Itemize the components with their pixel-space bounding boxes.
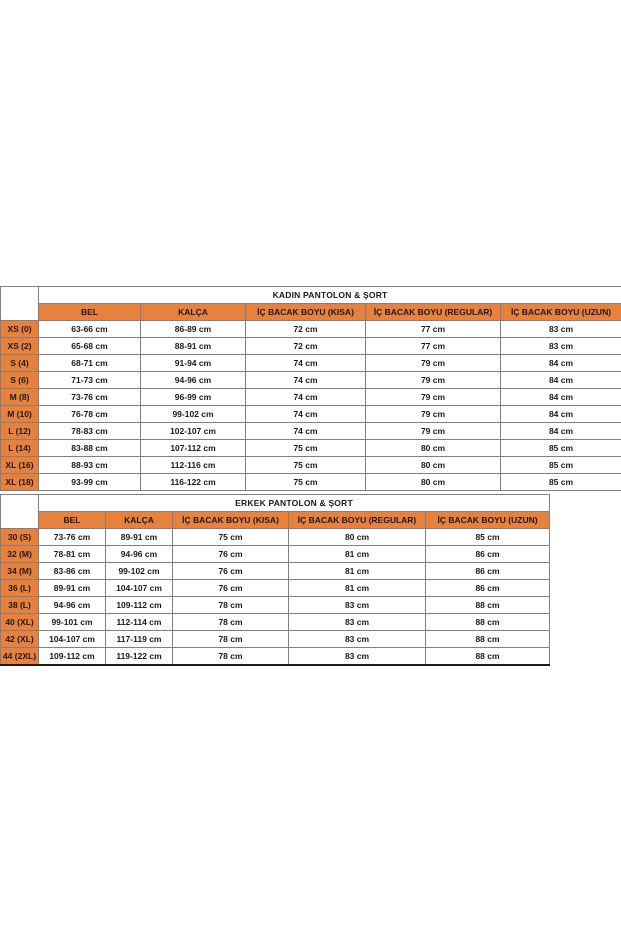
cell-bel: 73-76 cm [39, 389, 141, 406]
cell-inseam-long: 88 cm [426, 648, 550, 666]
cell-bel: 99-101 cm [39, 614, 106, 631]
cell-inseam-long: 85 cm [426, 529, 550, 546]
cell-bel: 68-71 cm [39, 355, 141, 372]
table-row [1, 355, 621, 372]
table-row [1, 546, 550, 563]
cell-inseam-regular: 81 cm [289, 563, 426, 580]
table-row [1, 440, 621, 457]
cell-bel: 78-81 cm [39, 546, 106, 563]
cell-inseam-short: 75 cm [173, 529, 289, 546]
size-label: XS (0) [1, 321, 39, 338]
column-header-inseam-long: İÇ BACAK BOYU (UZUN) [501, 304, 621, 321]
cell-inseam-short: 74 cm [246, 423, 366, 440]
table-row [1, 457, 621, 474]
cell-inseam-regular: 83 cm [289, 614, 426, 631]
cell-kalca: 102-107 cm [141, 423, 246, 440]
size-label: 42 (XL) [1, 631, 39, 648]
cell-inseam-regular: 79 cm [366, 389, 501, 406]
cell-inseam-regular: 83 cm [289, 631, 426, 648]
table-row [1, 338, 621, 355]
column-header-kalca: KALÇA [141, 304, 246, 321]
cell-kalca: 116-122 cm [141, 474, 246, 491]
table-row [1, 372, 621, 389]
cell-kalca: 119-122 cm [106, 648, 173, 666]
cell-inseam-regular: 79 cm [366, 423, 501, 440]
cell-inseam-long: 86 cm [426, 546, 550, 563]
size-label: 40 (XL) [1, 614, 39, 631]
column-header-inseam-short: İÇ BACAK BOYU (KISA) [246, 304, 366, 321]
cell-inseam-regular: 83 cm [289, 597, 426, 614]
cell-inseam-regular: 80 cm [366, 440, 501, 457]
size-label: 38 (L) [1, 597, 39, 614]
cell-kalca: 117-119 cm [106, 631, 173, 648]
size-label: XS (2) [1, 338, 39, 355]
cell-inseam-short: 75 cm [246, 457, 366, 474]
size-label: S (6) [1, 372, 39, 389]
cell-inseam-long: 86 cm [426, 563, 550, 580]
cell-inseam-regular: 81 cm [289, 580, 426, 597]
column-header-row [1, 512, 550, 529]
cell-inseam-regular: 79 cm [366, 355, 501, 372]
cell-bel: 109-112 cm [39, 648, 106, 666]
table-row [1, 597, 550, 614]
size-label: 32 (M) [1, 546, 39, 563]
size-chart-stack [0, 286, 621, 666]
cell-bel: 83-88 cm [39, 440, 141, 457]
cell-kalca: 91-94 cm [141, 355, 246, 372]
cell-kalca: 99-102 cm [106, 563, 173, 580]
table-row [1, 563, 550, 580]
cell-bel: 63-66 cm [39, 321, 141, 338]
cell-inseam-long: 86 cm [426, 580, 550, 597]
cell-inseam-long: 88 cm [426, 597, 550, 614]
cell-bel: 71-73 cm [39, 372, 141, 389]
cell-bel: 89-91 cm [39, 580, 106, 597]
cell-kalca: 89-91 cm [106, 529, 173, 546]
cell-inseam-short: 74 cm [246, 355, 366, 372]
cell-inseam-long: 84 cm [501, 372, 621, 389]
cell-inseam-short: 76 cm [173, 580, 289, 597]
table-row [1, 580, 550, 597]
cell-inseam-long: 85 cm [501, 457, 621, 474]
cell-kalca: 96-99 cm [141, 389, 246, 406]
corner-cell [1, 495, 39, 529]
cell-inseam-short: 75 cm [246, 440, 366, 457]
cell-inseam-long: 84 cm [501, 389, 621, 406]
table-title-row [1, 287, 621, 304]
size-label: M (10) [1, 406, 39, 423]
cell-inseam-short: 74 cm [246, 389, 366, 406]
table-row [1, 474, 621, 491]
table-row [1, 389, 621, 406]
size-label: L (12) [1, 423, 39, 440]
cell-bel: 83-86 cm [39, 563, 106, 580]
size-label: S (4) [1, 355, 39, 372]
size-label: 36 (L) [1, 580, 39, 597]
corner-cell [1, 287, 39, 321]
cell-kalca: 94-96 cm [141, 372, 246, 389]
size-label: XL (16) [1, 457, 39, 474]
cell-inseam-short: 75 cm [246, 474, 366, 491]
cell-bel: 88-93 cm [39, 457, 141, 474]
size-label: M (8) [1, 389, 39, 406]
size-label: L (14) [1, 440, 39, 457]
table-row [1, 321, 621, 338]
cell-inseam-short: 74 cm [246, 406, 366, 423]
cell-inseam-short: 78 cm [173, 597, 289, 614]
size-label: 44 (2XL) [1, 648, 39, 666]
cell-bel: 65-68 cm [39, 338, 141, 355]
cell-inseam-short: 72 cm [246, 338, 366, 355]
cell-inseam-short: 78 cm [173, 614, 289, 631]
cell-inseam-regular: 80 cm [366, 457, 501, 474]
cell-bel: 94-96 cm [39, 597, 106, 614]
table-row [1, 631, 550, 648]
table-row [1, 406, 621, 423]
cell-inseam-regular: 77 cm [366, 321, 501, 338]
size-label: XL (18) [1, 474, 39, 491]
cell-kalca: 94-96 cm [106, 546, 173, 563]
cell-kalca: 104-107 cm [106, 580, 173, 597]
cell-kalca: 112-116 cm [141, 457, 246, 474]
cell-bel: 76-78 cm [39, 406, 141, 423]
cell-inseam-short: 76 cm [173, 563, 289, 580]
cell-inseam-regular: 77 cm [366, 338, 501, 355]
table-title-row [1, 495, 550, 512]
cell-inseam-short: 78 cm [173, 648, 289, 666]
table-title: KADIN PANTOLON & ŞORT [39, 287, 621, 304]
cell-kalca: 107-112 cm [141, 440, 246, 457]
cell-bel: 78-83 cm [39, 423, 141, 440]
column-header-inseam-regular: İÇ BACAK BOYU (REGULAR) [366, 304, 501, 321]
cell-kalca: 99-102 cm [141, 406, 246, 423]
cell-kalca: 112-114 cm [106, 614, 173, 631]
cell-inseam-long: 84 cm [501, 406, 621, 423]
cell-bel: 93-99 cm [39, 474, 141, 491]
cell-kalca: 88-91 cm [141, 338, 246, 355]
cell-inseam-long: 84 cm [501, 355, 621, 372]
column-header-kalca: KALÇA [106, 512, 173, 529]
table-row [1, 648, 550, 666]
table-row [1, 529, 550, 546]
column-header-inseam-short: İÇ BACAK BOYU (KISA) [173, 512, 289, 529]
cell-inseam-regular: 81 cm [289, 546, 426, 563]
cell-inseam-short: 78 cm [173, 631, 289, 648]
cell-inseam-regular: 80 cm [289, 529, 426, 546]
table-row [1, 423, 621, 440]
cell-kalca: 109-112 cm [106, 597, 173, 614]
cell-inseam-long: 88 cm [426, 631, 550, 648]
cell-bel: 104-107 cm [39, 631, 106, 648]
column-header-inseam-long: İÇ BACAK BOYU (UZUN) [426, 512, 550, 529]
cell-inseam-long: 83 cm [501, 321, 621, 338]
cell-inseam-long: 84 cm [501, 423, 621, 440]
cell-inseam-regular: 83 cm [289, 648, 426, 666]
table-title: ERKEK PANTOLON & ŞORT [39, 495, 550, 512]
mens-size-table [0, 494, 550, 666]
cell-inseam-long: 85 cm [501, 474, 621, 491]
womens-size-table [0, 286, 621, 491]
cell-inseam-short: 76 cm [173, 546, 289, 563]
table-row [1, 614, 550, 631]
cell-inseam-long: 83 cm [501, 338, 621, 355]
cell-inseam-long: 85 cm [501, 440, 621, 457]
size-label: 30 (S) [1, 529, 39, 546]
cell-inseam-regular: 79 cm [366, 372, 501, 389]
column-header-row [1, 304, 621, 321]
cell-inseam-short: 72 cm [246, 321, 366, 338]
cell-inseam-regular: 79 cm [366, 406, 501, 423]
column-header-bel: BEL [39, 512, 106, 529]
column-header-inseam-regular: İÇ BACAK BOYU (REGULAR) [289, 512, 426, 529]
cell-inseam-short: 74 cm [246, 372, 366, 389]
cell-inseam-long: 88 cm [426, 614, 550, 631]
column-header-bel: BEL [39, 304, 141, 321]
cell-kalca: 86-89 cm [141, 321, 246, 338]
size-label: 34 (M) [1, 563, 39, 580]
cell-bel: 73-76 cm [39, 529, 106, 546]
cell-inseam-regular: 80 cm [366, 474, 501, 491]
